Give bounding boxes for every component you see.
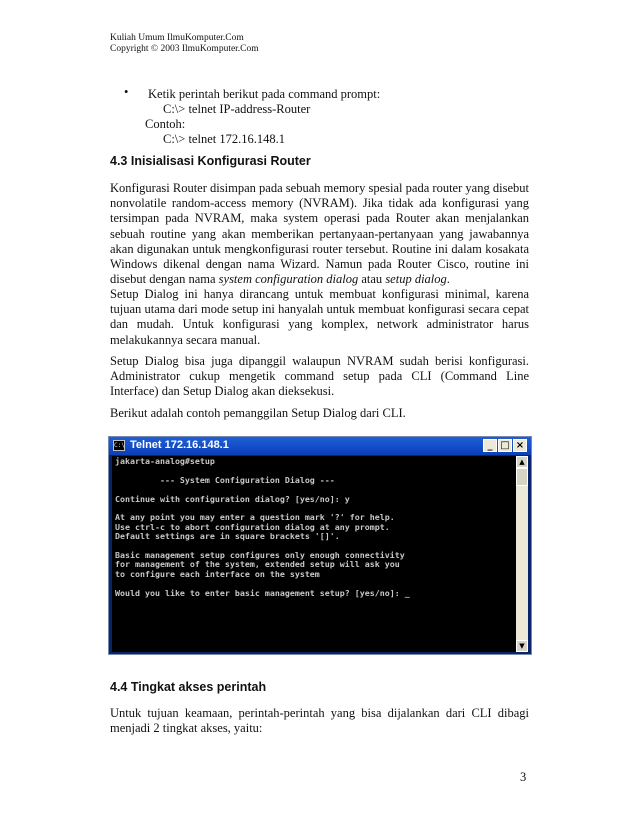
page-number: 3 [520,770,527,784]
scroll-up-icon: ▲ [516,456,528,468]
minimize-icon: _ [483,439,497,452]
header-title: Kuliah Umum IlmuKomputer.Com [110,33,244,43]
scroll-down-icon: ▼ [516,640,528,652]
italic-term-setup-dialog: setup dialog [385,272,447,287]
maximize-icon: □ [498,439,512,452]
scroll-thumb [516,468,528,486]
paragraph-setup-dialog-purpose: Setup Dialog ini hanya dirancang untuk membuat konfigurasi minimal, karena tujuan utama dari mode setup ini hanyalah untuk membuat konfigurasi secara cepat dan mudah. Untuk konfigurasi yang komplex, network administrator harus melakukannya secara manual. [110,287,529,347]
window-title: Telnet 172.16.148.1 [130,439,229,451]
telnet-window-screenshot [108,436,532,655]
paragraph-access-levels: Untuk tujuan keamaan, perintah-perintah yang bisa dijalankan dari CLI dibagi menjadi 2 tingkat akses, yaitu: [110,706,529,736]
italic-term-system-configuration-dialog: system configuration dialog [218,272,359,287]
section-heading-4-3: 4.3 Inisialisasi Konfigurasi Router [110,154,311,168]
vertical-scrollbar [516,456,528,652]
contoh-label: Contoh: [145,117,186,131]
paragraph-nvram [110,181,529,287]
bullet-icon: • [124,85,129,99]
command-example-1: C:\> telnet IP-address-Router [163,102,311,116]
paragraph-setup-dialog-invoke: Setup Dialog bisa juga dipanggil walaupun NVRAM sudah berisi konfigurasi. Administrator cukup mengetik command setup pada CLI (Command Line Interface) dan Setup Dialog akan dieksekusi. [110,354,529,399]
command-example-2: C:\> telnet 172.16.148.1 [163,132,285,146]
paragraph-example-intro: Berikut adalah contoh pemanggilan Setup Dialog dari CLI. [110,406,406,420]
console-text: jakarta-analog#setup --- System Configuration Dialog --- Continue with configuration dialog? [yes/no]: y At any point you may enter a question mark '?' for help. Use ctrl-c to abort configuration dialog at any prompt. Default settings are in square brackets '[]'. Basic management setup configures only enough connectivity for management of the system, extended setup will ask you to configure each interface on the system Would you like to enter basic management setup? [yes/no]: _ [115,456,410,598]
bullet-text: Ketik perintah berikut pada command prompt: [148,87,381,101]
console-output [112,456,516,652]
console-icon: C:\ [114,442,125,449]
paragraph-text: Konfigurasi Router disimpan pada sebuah memory spesial pada router yang disebut nonvolatile random-access memory (NVRAM). Jika tidak ada konfigurasi yang tersimpan pada NVRAM, maka system operasi pada Router akan menjalankan sebuah routine yang akan memberikan pertanyaan-pertanyaan yang jawabannya akan digunakan untuk mengkonfigurasi router tersebut. Routine ini dalam kosakata Windows dikenal dengan nama Wizard. Namun pada Router Cisco, routine ini disebut dengan nama [110,181,529,287]
section-heading-4-4: 4.4 Tingkat akses perintah [110,680,267,694]
header-copyright: Copyright © 2003 IlmuKomputer.Com [110,44,259,54]
close-icon: × [513,439,527,452]
paragraph-text: atau [358,272,386,287]
paragraph-text: . [446,272,450,287]
window-titlebar [109,437,531,455]
